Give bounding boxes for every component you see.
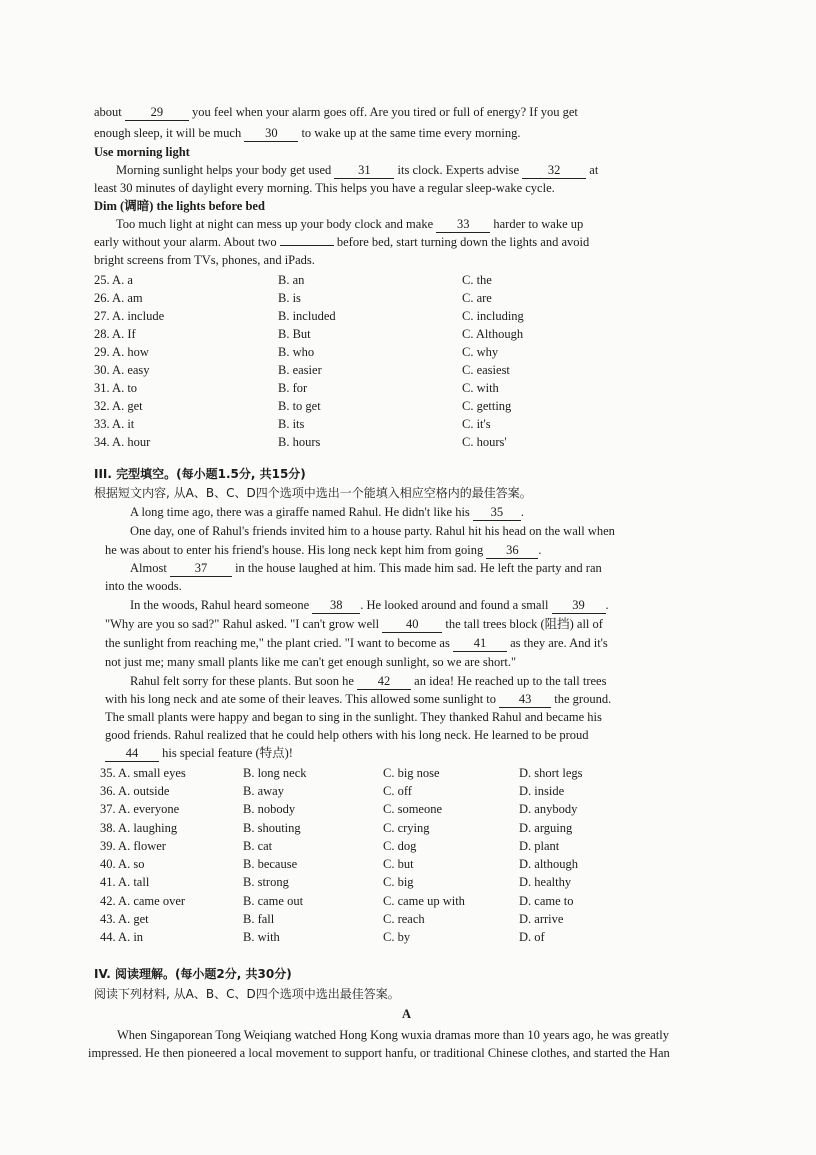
option-b[interactable]: B. But [278,327,311,341]
option-a[interactable]: 28. A. If [94,327,136,341]
option-c[interactable]: C. someone [383,802,443,816]
option-a[interactable]: 26. A. am [94,291,143,305]
option-c[interactable]: C. easiest [462,363,510,377]
option-b[interactable]: B. because [243,857,298,871]
option-a[interactable]: 33. A. it [94,417,135,431]
option-c[interactable]: C. including [462,309,524,323]
passage-line: One day, one of Rahul's friends invited him to a house party. Rahul hit his head on the wall when [130,524,615,538]
option-a[interactable]: 25. A. a [94,273,133,287]
option-b[interactable]: B. who [278,345,315,359]
blank-37[interactable]: 37 [170,560,232,577]
option-b[interactable]: B. easier [278,363,322,377]
option-c[interactable]: C. by [383,930,411,944]
option-c[interactable]: C. big nose [383,766,440,780]
passage-line: Rahul felt sorry for these plants. But soon he 42 an idea! He reached up to the tall trees [130,674,607,688]
option-c[interactable]: C. why [462,345,499,359]
option-c[interactable]: C. dog [383,839,417,853]
passage-line: with his long neck and ate some of their leaves. This allowed some sunlight to 43 the ground. [105,692,612,706]
passage-line: about 29 you feel when your alarm goes off. Are you tired or full of energy? If you get [94,105,578,119]
option-a[interactable]: 39. A. flower [100,839,166,853]
option-b[interactable]: B. is [278,291,301,305]
passage-line: he was about to enter his friend's house. His long neck kept him from going 36 . [105,543,542,557]
passage-line: A long time ago, there was a giraffe named Rahul. He didn't like his 35 . [130,505,525,519]
section-instruction: 阅读下列材料, 从A、B、C、D四个选项中选出最佳答案。 [94,987,400,1001]
option-c[interactable]: C. but [383,857,414,871]
option-a[interactable]: 31. A. to [94,381,138,395]
option-a[interactable]: 27. A. include [94,309,165,323]
blank-42[interactable]: 42 [357,673,411,690]
passage-line: not just me; many small plants like me can't get enough sunlight, so we are short." [105,655,517,669]
blank-33[interactable]: 33 [436,216,490,233]
option-c[interactable]: C. it's [462,417,491,431]
passage-line: early without your alarm. About two before bed, start turning down the lights and avoid [94,235,590,249]
option-d[interactable]: D. although [519,857,579,871]
option-d[interactable]: D. inside [519,784,565,798]
option-a[interactable]: 41. A. tall [100,875,150,889]
passage-line: good friends. Rahul realized that he could help others with his long neck. He learned to be proud [105,728,589,742]
section-title: IV. 阅读理解。(每小题2分, 共30分) [94,967,292,981]
option-a[interactable]: 42. A. came over [100,894,186,908]
option-b[interactable]: B. for [278,381,308,395]
option-b[interactable]: B. long neck [243,766,307,780]
option-a[interactable]: 32. A. get [94,399,143,413]
option-b[interactable]: B. its [278,417,305,431]
option-c[interactable]: C. came up with [383,894,465,908]
blank-41[interactable]: 41 [453,635,507,652]
option-d[interactable]: D. healthy [519,875,572,889]
passage-line: When Singaporean Tong Weiqiang watched Hong Kong wuxia dramas more than 10 years ago, he was greatly [117,1028,670,1042]
option-c[interactable]: C. crying [383,821,430,835]
option-a[interactable]: 44. A. in [100,930,144,944]
option-c[interactable]: C. Although [462,327,524,341]
passage-line: Too much light at night can mess up your body clock and make 33 harder to wake up [116,217,584,231]
option-d[interactable]: D. short legs [519,766,583,780]
option-a[interactable]: 36. A. outside [100,784,170,798]
option-d[interactable]: D. arguing [519,821,573,835]
option-c[interactable]: C. off [383,784,412,798]
option-c[interactable]: C. with [462,381,499,395]
passage-line: into the woods. [105,579,182,593]
blank-29[interactable]: 29 [125,104,189,121]
option-d[interactable]: D. plant [519,839,560,853]
subheading-dim-lights: Dim (调暗) the lights before bed [94,199,265,213]
passage-label: A [402,1007,412,1021]
option-a[interactable]: 40. A. so [100,857,145,871]
option-a[interactable]: 29. A. how [94,345,149,359]
blank-34[interactable] [280,245,334,246]
blank-31[interactable]: 31 [334,162,394,179]
passage-line: In the woods, Rahul heard someone 38 . He looked around and found a small 39 . [130,598,609,612]
subheading-morning-light: Use morning light [94,145,190,159]
passage-line: least 30 minutes of daylight every morning. This helps you have a regular sleep-wake cycle. [94,181,555,195]
passage-line: bright screens from TVs, phones, and iPads. [94,253,315,267]
option-a[interactable]: 38. A. laughing [100,821,178,835]
option-b[interactable]: B. an [278,273,305,287]
blank-35[interactable]: 35 [473,504,521,521]
option-c[interactable]: C. hours' [462,435,507,449]
option-b[interactable]: B. hours [278,435,321,449]
passage-line: impressed. He then pioneered a local movement to support hanfu, or traditional Chinese clothes, and started the Han [88,1046,670,1060]
option-b[interactable]: B. included [278,309,336,323]
blank-39[interactable]: 39 [552,597,606,614]
blank-40[interactable]: 40 [382,616,442,633]
option-d[interactable]: D. of [519,930,545,944]
section-instruction: 根据短文内容, 从A、B、C、D四个选项中选出一个能填入相应空格内的最佳答案。 [94,486,532,500]
option-b[interactable]: B. nobody [243,802,296,816]
option-b[interactable]: B. with [243,930,280,944]
option-b[interactable]: B. strong [243,875,289,889]
passage-line: Morning sunlight helps your body get used 31 its clock. Experts advise 32 at [116,163,599,177]
passage-line: 44 his special feature (特点)! [105,745,293,762]
passage-line: Almost 37 in the house laughed at him. This made him sad. He left the party and ran [130,561,602,575]
section-title: III. 完型填空。(每小题1.5分, 共15分) [94,467,306,481]
option-c[interactable]: C. getting [462,399,512,413]
option-a[interactable]: 35. A. small eyes [100,766,186,780]
blank-30[interactable]: 30 [244,125,298,142]
option-b[interactable]: B. fall [243,912,275,926]
passage-line: The small plants were happy and began to sing in the sunlight. They thanked Rahul and became his [105,710,602,724]
passage-line: "Why are you so sad?" Rahul asked. "I can't grow well 40 the tall trees block (阻挡) all of [105,617,603,631]
option-c[interactable]: C. reach [383,912,425,926]
blank-43[interactable]: 43 [499,691,551,708]
blank-32[interactable]: 32 [522,162,586,179]
option-c[interactable]: C. the [462,273,492,287]
option-c[interactable]: C. are [462,291,492,305]
option-a[interactable]: 37. A. everyone [100,802,180,816]
option-b[interactable]: B. to get [278,399,321,413]
option-b[interactable]: B. came out [243,894,304,908]
blank-44[interactable]: 44 [105,745,159,762]
option-d[interactable]: D. anybody [519,802,578,816]
option-a[interactable]: 30. A. easy [94,363,150,377]
option-b[interactable]: B. shouting [243,821,301,835]
blank-38[interactable]: 38 [312,597,360,614]
option-b[interactable]: B. cat [243,839,273,853]
option-b[interactable]: B. away [243,784,284,798]
option-c[interactable]: C. big [383,875,414,889]
blank-36[interactable]: 36 [486,542,538,559]
option-a[interactable]: 43. A. get [100,912,149,926]
option-a[interactable]: 34. A. hour [94,435,151,449]
passage-line: the sunlight from reaching me," the plant cried. "I want to become as 41 as they are. And it's [105,636,608,650]
option-d[interactable]: D. arrive [519,912,564,926]
passage-line: enough sleep, it will be much 30 to wake up at the same time every morning. [94,126,521,140]
option-d[interactable]: D. came to [519,894,574,908]
